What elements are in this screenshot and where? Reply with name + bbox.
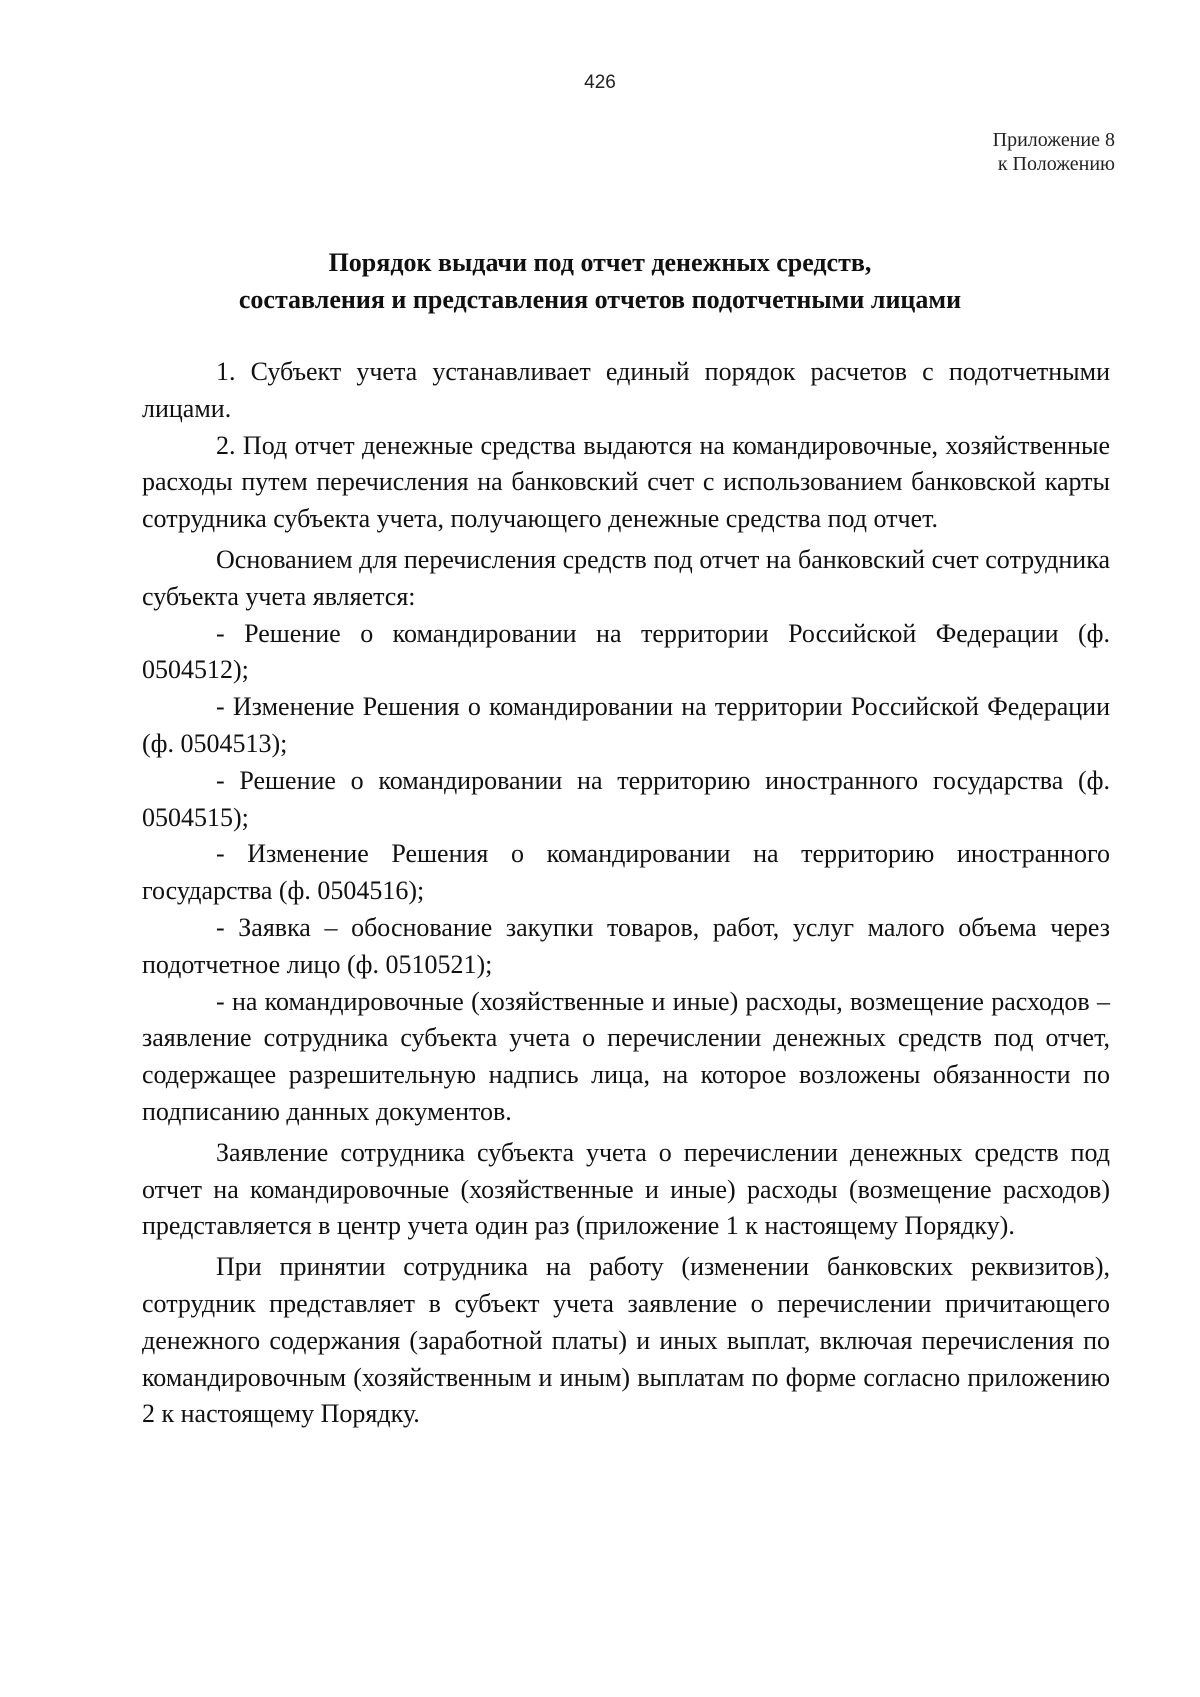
list-item-purchase-request: - Заявка – обоснование закупки товаров, работ, услуг малого объема через подотчетное лицо (ф. 0510521); [142,912,1110,979]
appendix-line-2: к Положению [997,153,1115,175]
list-item-change-decision-rf: - Изменение Решения о командировании на территории Российской Федерации (ф. 0504513); [142,692,1110,758]
paragraph-hiring: При принятии сотрудника на работу (изменении банковских реквизитов), сотрудник представляет в субъект учета заявление о перечислении причитающего денежного содержания (заработной платы) и иных выплат, включая перечисления по командировочным (хозяйственным и иным) выплатам по форме согласно приложению 2 к настоящему Порядку. [142,1252,1110,1429]
document-body [142,354,1110,1433]
paragraph-application: Заявление сотрудника субъекта учета о перечислении денежных средств под отчет на командировочные (хозяйственные и иные) расходы (возмещение расходов) представляется в центр учета один раз (приложение 1 к настоящему Порядку). [142,1137,1110,1241]
title-line-2: составления и представления отчетов подотчетными лицами [238,285,962,314]
list-item-employee-application: - на командировочные (хозяйственные и иные) расходы, возмещение расходов – заявление сотрудника субъекта учета о перечислении денежных средств под отчет, содержащее разрешительную надпись лица, на которое возложены обязанности по подписанию данных документов. [142,986,1110,1126]
appendix-reference [993,128,1115,176]
list-item-decision-foreign: - Решение о командировании на территорию иностранного государства (ф. 0504515); [142,765,1110,832]
list-item-change-decision-foreign: - Изменение Решения о командировании на территорию иностранного государства (ф. 0504516); [142,839,1110,906]
title-line-1: Порядок выдачи под отчет денежных средств, [328,248,872,277]
paragraph-2: 2. Под отчет денежные средства выдаются на командировочные, хозяйственные расходы путем перечисления на банковский счет с использованием банковской карты сотрудника субъекта учета, получающего денежные средства под отчет. [142,430,1110,534]
list-item-decision-rf: - Решение о командировании на территории Российской Федерации (ф. 0504512); [142,618,1110,685]
paragraph-1: 1. Субъект учета устанавливает единый порядок расчетов с подотчетными лицами. [142,357,1110,423]
paragraph-basis: Основанием для перечисления средств под отчет на банковский счет сотрудника субъекта учета является: [142,544,1110,611]
appendix-line-1: Приложение 8 [992,129,1115,151]
document-title [0,244,1200,318]
page-number: 426 [584,72,616,93]
